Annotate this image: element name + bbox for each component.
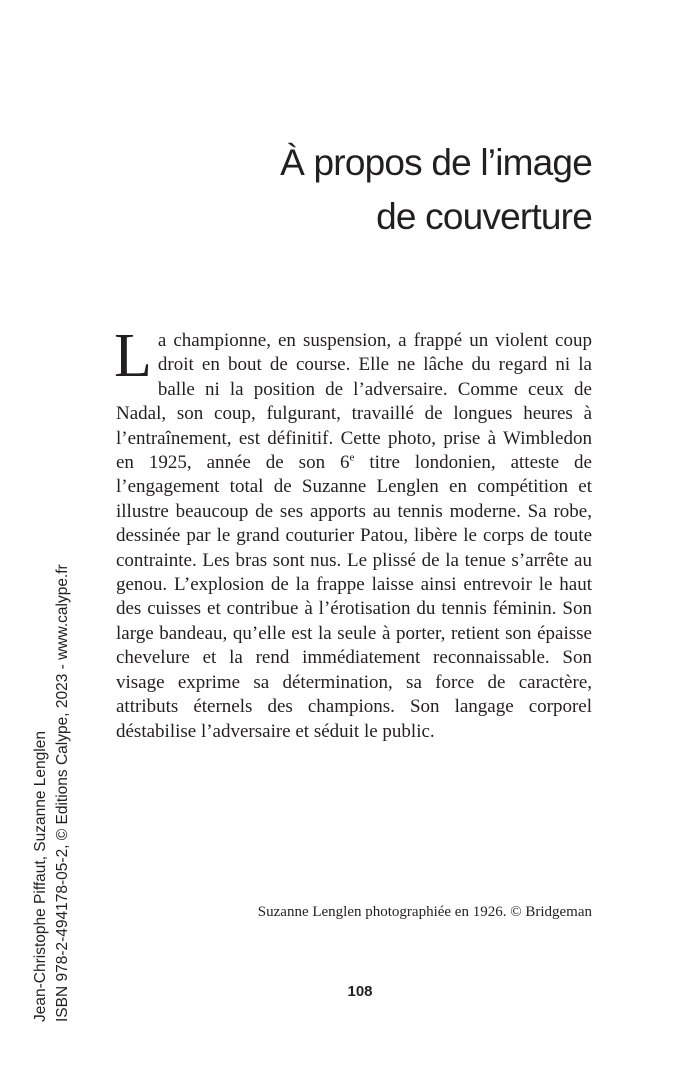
ordinal-superscript: e (349, 451, 355, 464)
body-paragraph (114, 322, 592, 744)
chapter-title (112, 136, 592, 244)
body-text-part-2: titre londonien, atteste de l’engagement total de Suzanne Lenglen en compétition et illustre beaucoup de ses apports au tennis moderne. Sa robe, dessinée par le grand couturier Patou, libère le corps de toute contrainte. Les bras sont nus. Le plissé de la tenue s’arrête au genou. L’explosion de la frappe laisse ainsi entrevoir le haut des cuisses et contribue à l’érotisation du tennis féminin. Son large bandeau, qu’elle est la seule à porter, retient son épaisse chevelure et la rend immédiatement reconnaissable. Son visage exprime sa détermination, sa force de caractère, attributs éternels des champions. Son langage corporel déstabilise l’adversaire et séduit le public. (116, 452, 592, 742)
side-credit-line-1: Jean-Christophe Piffaut, Suzanne Lenglen (32, 731, 49, 1022)
image-caption: Suzanne Lenglen photographiée en 1926. © Bridgeman (257, 904, 592, 920)
side-credit (30, 482, 74, 1022)
chapter-title-line-1: À propos de l’image (280, 142, 592, 183)
body-text-part-1: a championne, en suspension, a frappé un violent coup droit en bout de course. Elle ne lâche du regard ni la balle ni la position de l’adversaire. Comme ceux de Nadal, son coup, fulgurant, travaillé de longues heures à l’entraînement, est définitif. Cette photo, prise à Wimbledon en 1925, année de son 6 (116, 330, 592, 474)
side-credit-line-2: ISBN 978-2-494178-05-2, © Editions Calype, 2023 - www.calype.fr (54, 564, 71, 1022)
chapter-title-line-2: de couverture (376, 196, 592, 237)
drop-cap: L (114, 322, 152, 390)
page-number: 108 (347, 983, 373, 1000)
body-text (114, 322, 592, 744)
